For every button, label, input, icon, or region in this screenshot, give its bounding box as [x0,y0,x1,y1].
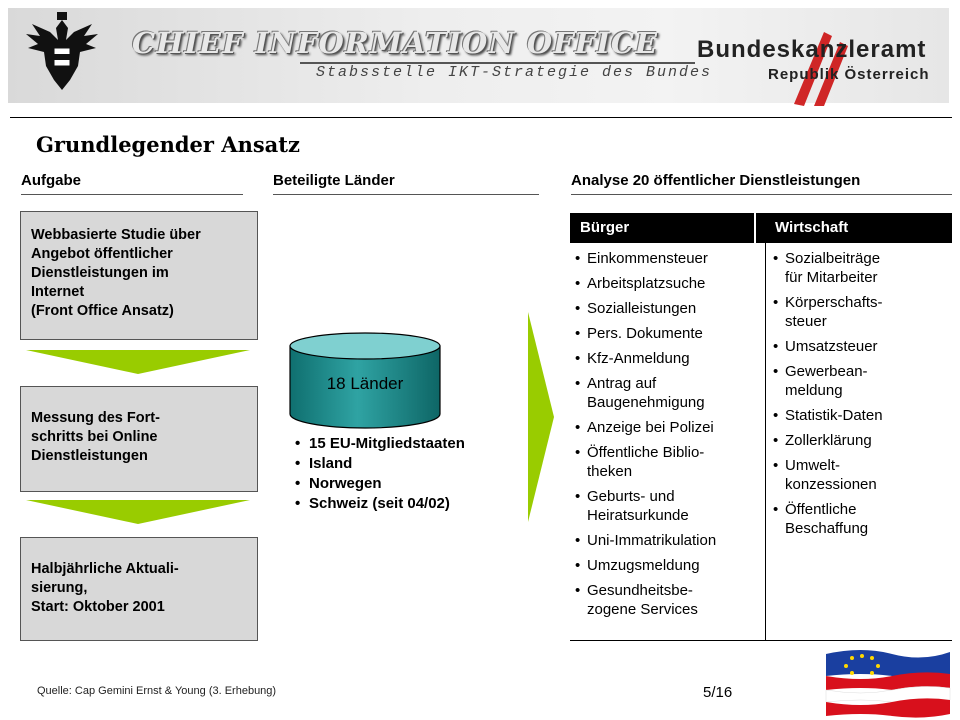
list-item: • Umzugsmeldung [574,556,760,575]
down-arrow-1 [26,350,250,374]
list-item: • Uni-Immatrikulation [574,531,760,550]
column-divider [765,243,766,640]
page-title: Grundlegender Ansatz [36,132,300,157]
list-item: • Anzeige bei Polizei [574,418,760,437]
ministry-subtitle: Republik Österreich [768,66,930,83]
austrian-eagle-logo [22,10,102,94]
page-number: 5/16 [703,684,733,701]
analysis-column-header: Analyse 20 öffentlicher Dienstleistungen [571,172,861,189]
list-item: • Umwelt- konzessionen [772,456,948,494]
list-item: • Öffentliche Beschaffung [772,500,948,538]
list-item: • Schweiz (seit 04/02) [295,494,535,514]
list-item: • Island [295,454,535,474]
list-item: • Antrag auf Baugenehmigung [574,374,760,412]
countries-column-header: Beteiligte Länder [273,172,395,189]
list-item: • 15 EU-Mitgliedstaaten [295,434,535,454]
list-item: • Einkommensteuer [574,249,760,268]
down-arrow-2 [26,500,250,524]
ministry-name: Bundeskanzleramt [697,36,927,63]
list-item: • Sozialleistungen [574,299,760,318]
list-item: • Öffentliche Biblio- theken [574,443,760,481]
source-note: Quelle: Cap Gemini Ernst & Young (3. Erhebung) [37,685,277,697]
buerger-list [574,249,760,625]
header-separator [754,213,756,243]
right-arrow [528,312,554,522]
eu-austria-flag [822,646,952,718]
country-list [295,434,535,514]
task-column-header: Aufgabe [21,172,81,189]
list-item: • Arbeitsplatzsuche [574,274,760,293]
countries-column-rule [273,194,539,195]
buerger-header: Bürger [580,219,630,236]
list-item: • Pers. Dokumente [574,324,760,343]
analysis-column-rule [571,194,952,195]
list-item: • Gesundheitsbe- zogene Services [574,581,760,619]
table-bottom-rule [570,640,952,641]
list-item: • Zollerklärung [772,431,948,450]
list-item: • Statistik-Daten [772,406,948,425]
task-box-study: Webbasierte Studie über Angebot öffentlicher Dienstleistungen im Internet (Front Office Ansatz) [20,211,258,340]
list-item: • Körperschafts- steuer [772,293,948,331]
list-item: • Norwegen [295,474,535,494]
header-rule [10,117,952,118]
task-box-measurement: Messung des Fort- schritts bei Online Dienstleistungen [20,386,258,492]
wirtschaft-list [772,249,948,544]
task-column-rule [21,194,243,195]
list-item: • Kfz-Anmeldung [574,349,760,368]
office-title: CHIEF INFORMATION OFFICE [132,26,659,60]
task-box-update: Halbjährliche Aktuali- sierung, Start: Oktober 2001 [20,537,258,641]
list-item: • Geburts- und Heiratsurkunde [574,487,760,525]
wirtschaft-header: Wirtschaft [775,219,849,236]
list-item: • Umsatzsteuer [772,337,948,356]
list-item: • Sozialbeiträge für Mitarbeiter [772,249,948,287]
office-subtitle: Stabsstelle IKT-Strategie des Bundes [316,64,713,81]
cylinder-label: 18 Länder [326,374,404,393]
list-item: • Gewerbean- meldung [772,362,948,400]
